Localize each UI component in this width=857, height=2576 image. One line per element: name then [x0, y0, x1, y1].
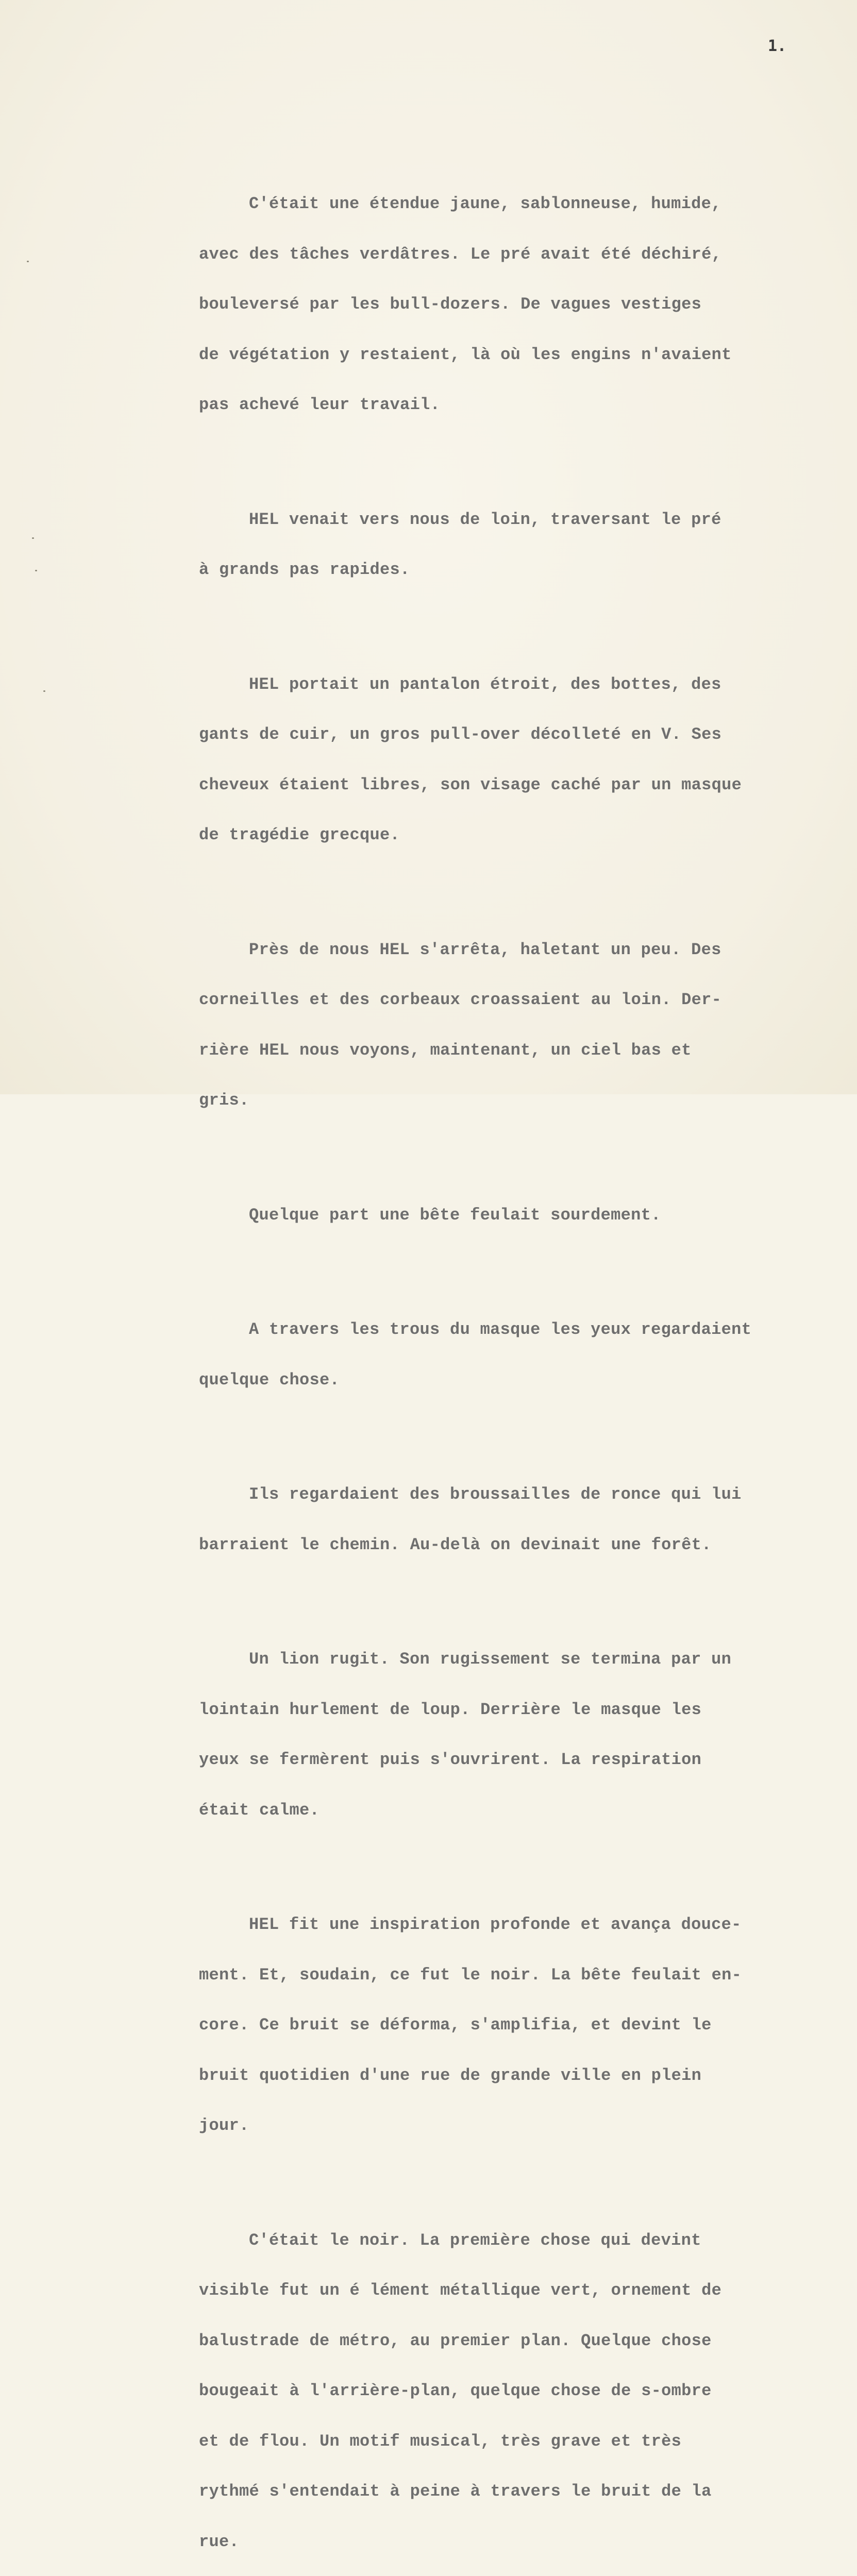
- text-line: Près de nous HEL s'arrêta, haletant un peu. Des: [199, 942, 776, 959]
- text-line: A travers les trous du masque les yeux regardaient: [199, 1321, 776, 1338]
- text-line: rière HEL nous voyons, maintenant, un ciel bas et: [199, 1042, 776, 1059]
- text-line: rythmé s'entendait à peine à travers le bruit de la: [199, 2483, 776, 2500]
- paragraph: [199, 1288, 776, 1422]
- text-line: jour.: [199, 2117, 776, 2134]
- paragraph: [199, 1883, 776, 2168]
- typewritten-page: [0, 0, 857, 1094]
- text-line: cheveux étaient libres, son visage caché par un masque: [199, 777, 776, 794]
- text-line: barraient le chemin. Au-delà on devinait une forêt.: [199, 1537, 776, 1554]
- paper-speck: [43, 690, 45, 692]
- paper-speck: [27, 261, 29, 262]
- text-line: HEL venait vers nous de loin, traversant le pré: [199, 512, 776, 529]
- page-number: 1.: [768, 37, 786, 55]
- text-line: Ils regardaient des broussailles de ronce qui lui: [199, 1486, 776, 1503]
- paragraph: [199, 1618, 776, 1852]
- text-line: C'était le noir. La première chose qui devint: [199, 2232, 776, 2249]
- text-line: avec des tâches verdâtres. Le pré avait été déchiré,: [199, 246, 776, 263]
- paper-speck: [35, 570, 37, 571]
- text-line: Quelque part une bête feulait sourdement.: [199, 1207, 776, 1224]
- paragraph: [199, 162, 776, 447]
- text-line: HEL fit une inspiration profonde et avança douce-: [199, 1917, 776, 1934]
- text-line: gris.: [199, 1092, 776, 1109]
- text-line: gants de cuir, un gros pull-over décolleté en V. Ses: [199, 726, 776, 743]
- paragraph: [199, 2199, 776, 2576]
- text-line: pas achevé leur travail.: [199, 397, 776, 414]
- text-line: Un lion rugit. Son rugissement se termina par un: [199, 1651, 776, 1668]
- text-line: corneilles et des corbeaux croassaient au loin. Der-: [199, 992, 776, 1009]
- text-line: quelque chose.: [199, 1372, 776, 1389]
- text-line: était calme.: [199, 1802, 776, 1819]
- text-line: et de flou. Un motif musical, très grave et très: [199, 2433, 776, 2450]
- text-line: à grands pas rapides.: [199, 562, 776, 579]
- text-line: rue.: [199, 2534, 776, 2551]
- paragraph: [199, 908, 776, 1143]
- paragraph: [199, 1174, 776, 1258]
- text-line: visible fut un é lément métallique vert, ornement de: [199, 2282, 776, 2299]
- text-line: bruit quotidien d'une rue de grande ville en plein: [199, 2067, 776, 2084]
- text-line: balustrade de métro, au premier plan. Quelque chose: [199, 2333, 776, 2350]
- text-line: de végétation y restaient, là où les engins n'avaient: [199, 347, 776, 364]
- paragraph: [199, 1453, 776, 1587]
- body-text: [199, 162, 776, 2576]
- text-line: de tragédie grecque.: [199, 827, 776, 844]
- paper-speck: [32, 537, 34, 539]
- text-line: lointain hurlement de loup. Derrière le masque les: [199, 1702, 776, 1719]
- paragraph: [199, 478, 776, 612]
- text-line: C'était une étendue jaune, sablonneuse, humide,: [199, 196, 776, 213]
- text-line: HEL portait un pantalon étroit, des bottes, des: [199, 676, 776, 693]
- text-line: core. Ce bruit se déforma, s'amplifia, et devint le: [199, 2017, 776, 2034]
- text-line: bouleversé par les bull-dozers. De vagues vestiges: [199, 296, 776, 313]
- text-line: bougeait à l'arrière-plan, quelque chose de s-ombre: [199, 2383, 776, 2400]
- paragraph: [199, 643, 776, 877]
- text-line: yeux se fermèrent puis s'ouvrirent. La respiration: [199, 1752, 776, 1769]
- text-line: ment. Et, soudain, ce fut le noir. La bête feulait en-: [199, 1967, 776, 1984]
